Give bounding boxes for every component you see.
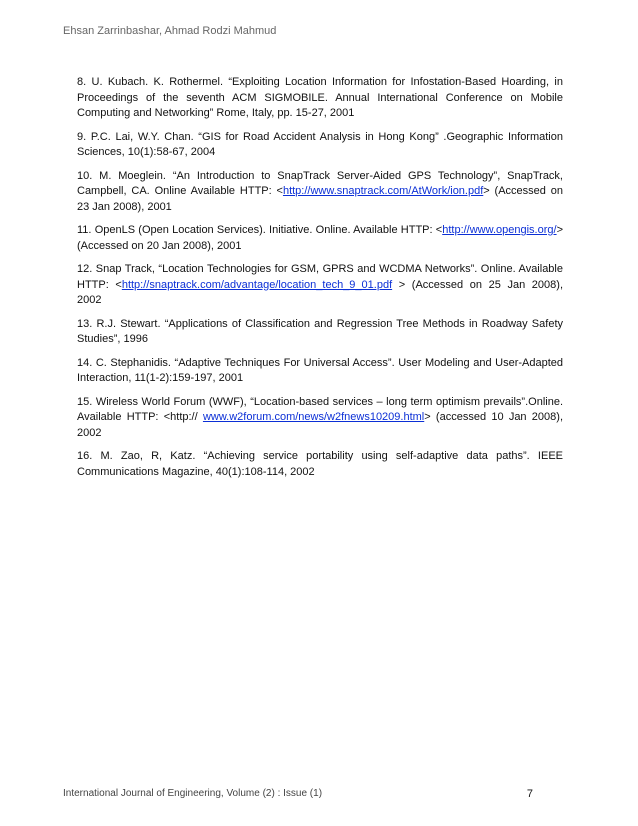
reference-11-text-before: 11. OpenLS (Open Location Services). Initiative. Online. Available HTTP: < xyxy=(77,224,443,236)
reference-14 xyxy=(77,356,563,387)
reference-9-text: 9. P.C. Lai, W.Y. Chan. “GIS for Road Accident Analysis in Hong Kong” .Geographic Information Sciences, 10(1):58-67, 2004 xyxy=(77,130,563,158)
page-footer xyxy=(63,788,533,800)
reference-9 xyxy=(77,130,563,161)
reference-13-text: 13. R.J. Stewart. “Applications of Classification and Regression Tree Methods in Roadway Safety Studies”, 1996 xyxy=(77,317,563,345)
page-number: 7 xyxy=(526,788,533,800)
reference-15-text-before: 15. Wireless World Forum (WWF), “Location-based services – long term optimism prevails”.Online. Available HTTP: <http:// xyxy=(77,395,563,423)
reference-10-text-before: 10. M. Moeglein. “An Introduction to SnapTrack Server-Aided GPS Technology”, SnapTrack, Campbell, CA. Online Available HTTP: < xyxy=(77,169,563,197)
reference-11-text-after: > (Accessed on 20 Jan 2008), 2001 xyxy=(77,224,563,252)
reference-10-text-after: > (Accessed on 23 Jan 2008), 2001 xyxy=(77,185,563,213)
reference-10-link[interactable]: http://www.snaptrack.com/AtWork/ion.pdf xyxy=(282,185,484,197)
reference-11 xyxy=(77,223,563,254)
reference-8 xyxy=(77,75,563,122)
reference-15 xyxy=(77,395,563,442)
footer-journal: International Journal of Engineering, Volume (2) : Issue (1) xyxy=(63,788,323,799)
reference-14-text: 14. C. Stephanidis. “Adaptive Techniques For Universal Access”. User Modeling and User-Adapted Interaction, 11(1-2):159-197, 2001 xyxy=(77,356,563,384)
reference-16-text: 16. M. Zao, R, Katz. “Achieving service portability using self-adaptive data paths”. IEEE Communications Magazine, 40(1):108-114, 2002 xyxy=(77,450,563,478)
reference-10 xyxy=(77,169,563,216)
reference-13 xyxy=(77,317,563,348)
reference-12 xyxy=(77,262,563,309)
reference-11-link[interactable]: http://www.opengis.org/ xyxy=(442,224,557,236)
reference-16 xyxy=(77,449,563,480)
reference-12-text-after: > (Accessed on 25 Jan 2008), 2002 xyxy=(77,278,563,306)
reference-12-text-before: 12. Snap Track, “Location Technologies for GSM, GPRS and WCDMA Networks”. Online. Available HTTP: < xyxy=(77,263,563,291)
reference-12-link[interactable]: http://snaptrack.com/advantage/location_tech_9_01.pdf xyxy=(121,278,393,291)
reference-15-text-after: > (accessed 10 Jan 2008), 2002 xyxy=(77,411,563,439)
reference-list xyxy=(77,75,563,488)
reference-15-link[interactable]: www.w2forum.com/news/w2fnews10209.html xyxy=(202,411,425,423)
reference-8-text: 8. U. Kubach. K. Rothermel. “Exploiting Location Information for Infostation-Based Hoarding, in Proceedings of the seventh ACM SIGMOBILE. Annual International Conference on Mobile Computing and Networking” Rome, Italy, pp. 15-27, 2001 xyxy=(77,76,563,119)
running-header-authors: Ehsan Zarrinbashar, Ahmad Rodzi Mahmud xyxy=(63,25,277,37)
